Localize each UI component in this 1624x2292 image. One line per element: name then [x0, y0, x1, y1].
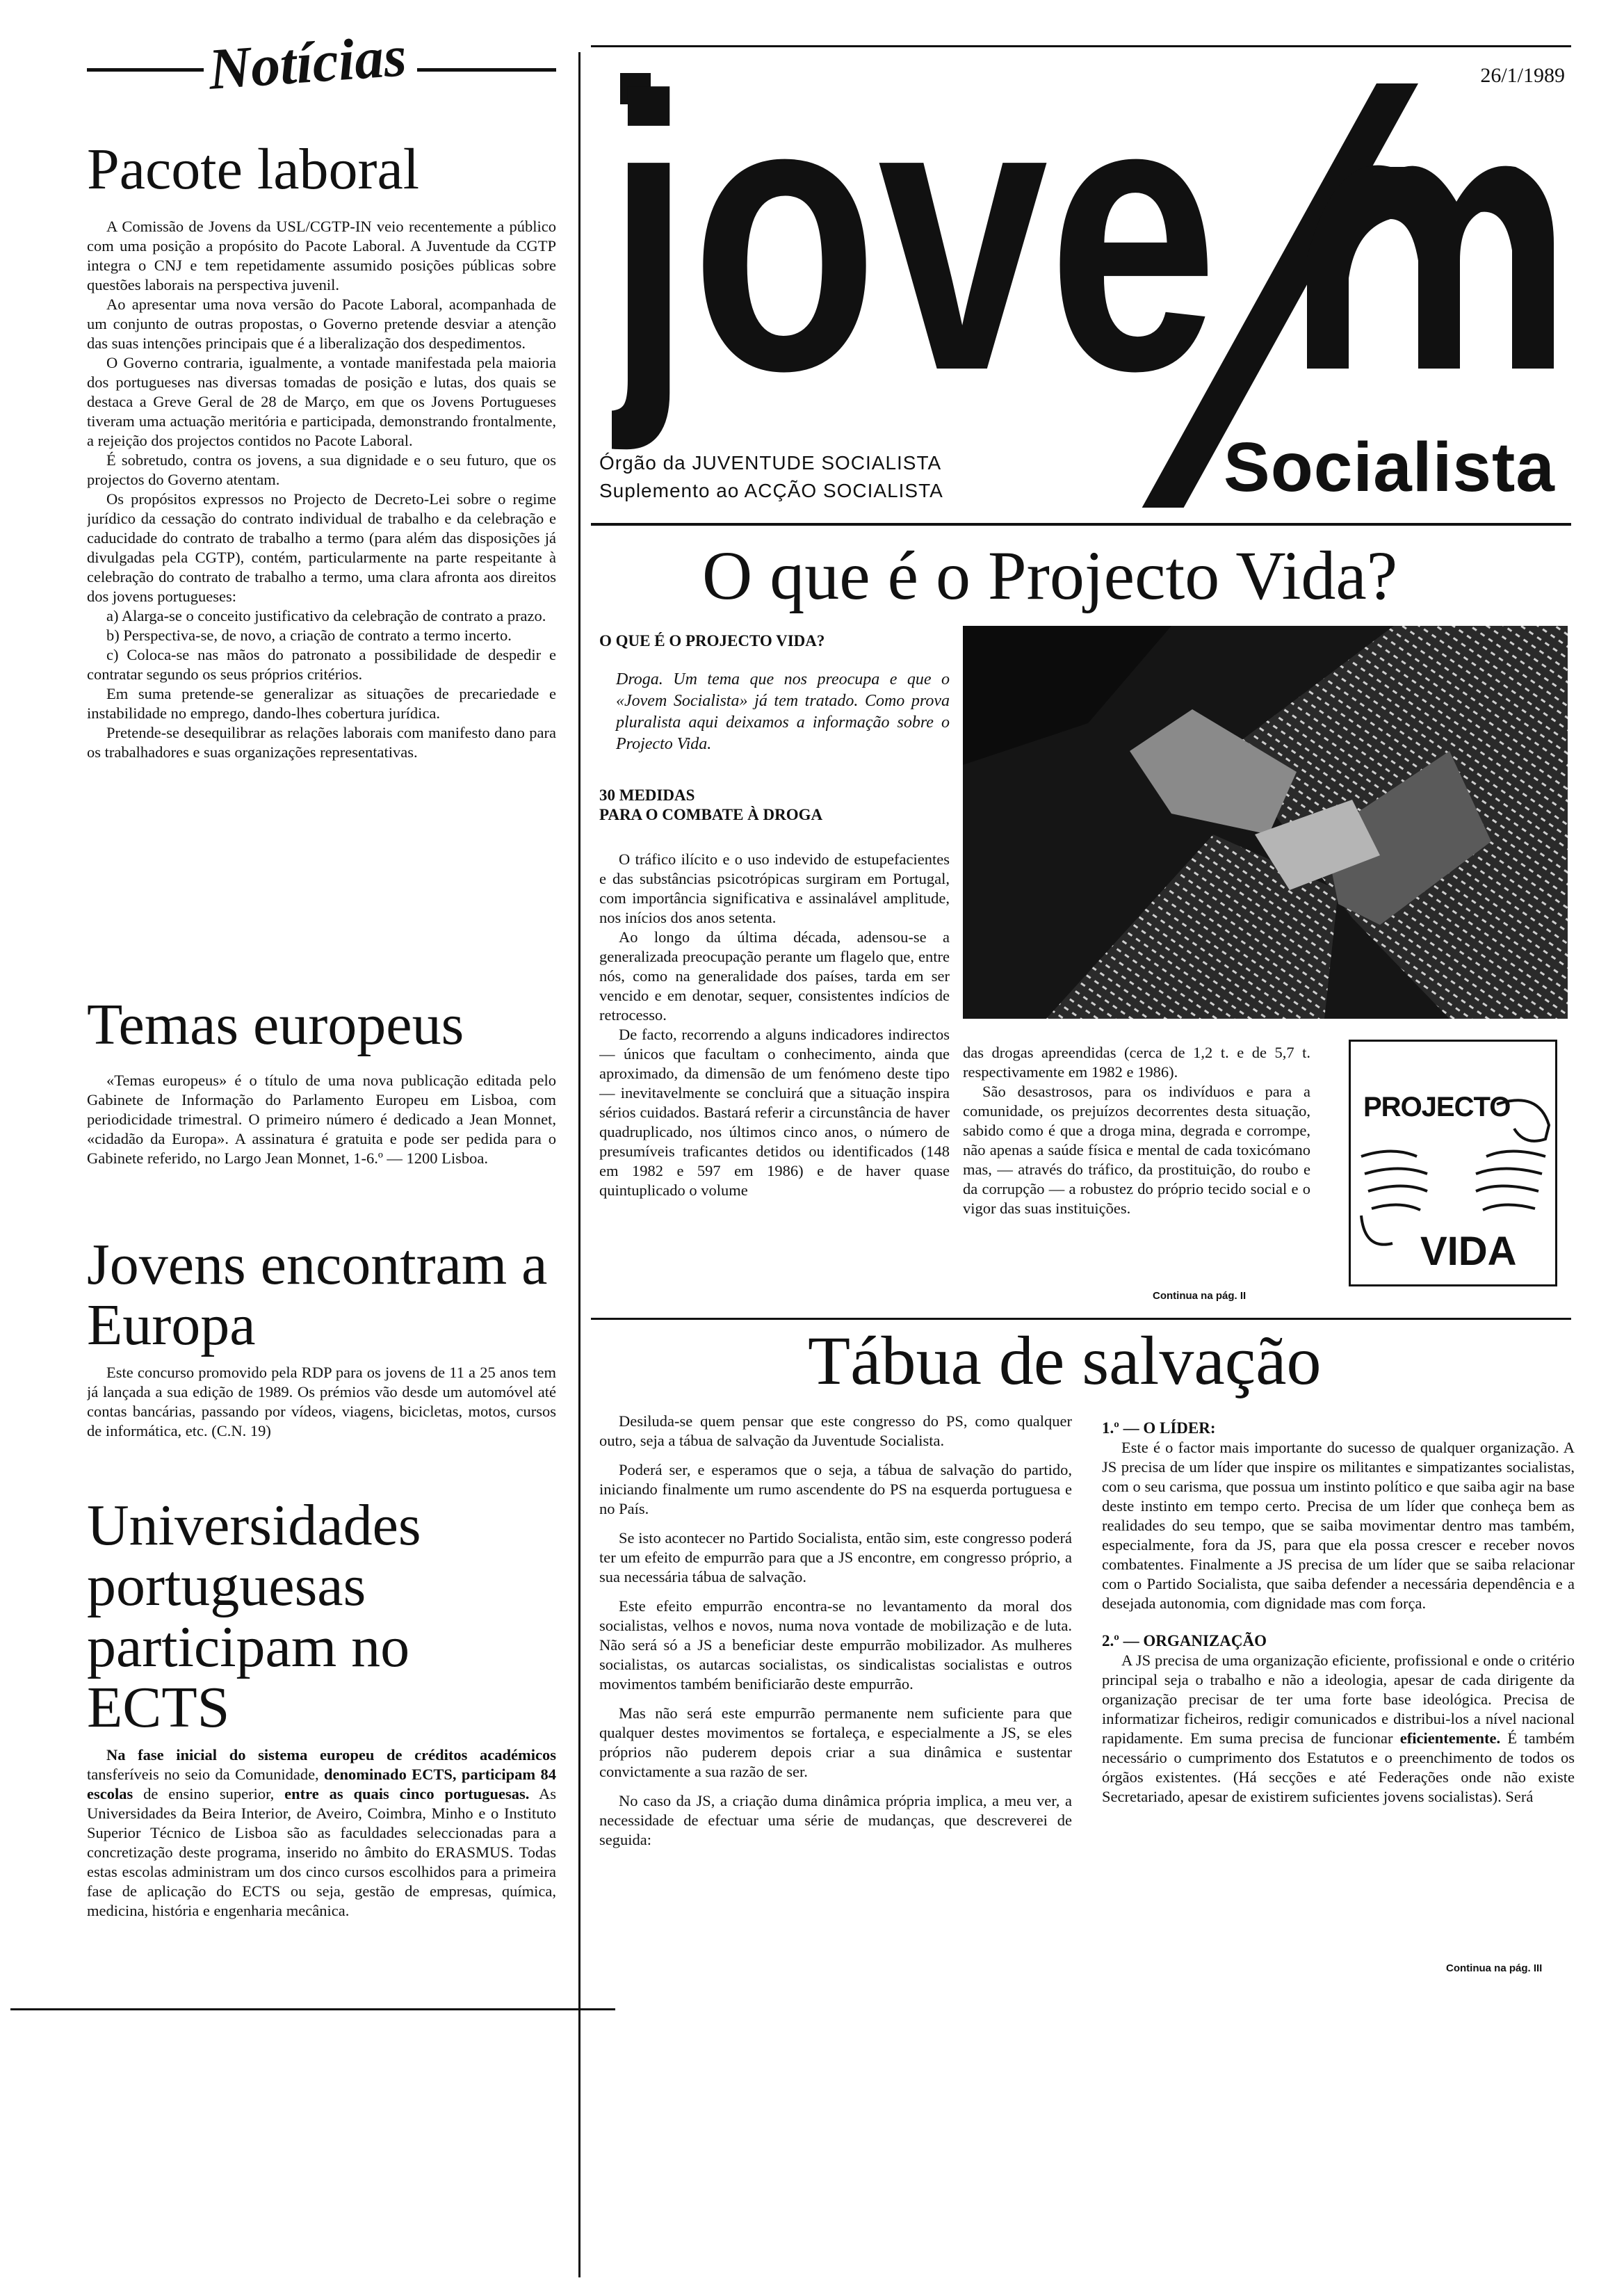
paragraph: das drogas apreendidas (cerca de 1,2 t. e de 5,7 t. respectivamente em 1982 e 1986).	[963, 1044, 1310, 1081]
logo-bottom-text: VIDA	[1420, 1229, 1517, 1274]
masthead-socialista: Socialista	[1224, 428, 1555, 506]
vida-kicker: O QUE É O PROJECTO VIDA?	[599, 632, 825, 649]
paragraph: É sobretudo, contra os jovens, a sua dignidade e o seu futuro, que os projectos do Governo atentam.	[87, 451, 556, 488]
vida-intro: Droga. Um tema que nos preocupa e que o «Jovem Socialista» já tem tratado. Como prova pluralista aqui deixamos a informação sobre o Projecto Vida.	[616, 670, 950, 753]
paragraph: Mas não será este empurrão permanente nem suficiente para que qualquer destes movimentos se fortaleça, e especialmente a JS, se eles próprios não puderem depois criar a sua dinâmica e sustentar convictamente a sua razão de ser.	[599, 1704, 1072, 1780]
pacote-title: Pacote laboral	[87, 137, 420, 202]
jovens-title: Jovens encontram a Europa	[87, 1232, 548, 1358]
vida-continue: Continua na pág. II	[1153, 1290, 1247, 1302]
paragraph: Na fase inicial do sistema europeu de créditos académicos tansferíveis no seio da Comunidade, denominado ECTS, participam 84 escolas de ensino superior, entre as quais cinco portuguesas. As Universidades da Beira Interior, de Aveiro, Coimbra, Minho e o Instituto Superior Técnico de Lisboa são as faculdades seleccionadas para a concretização deste programa, inserido no âmbito do ERASMUS. Todas estas escolas administram um dos cinco cursos escolhidos para a primeira fase de aplicação do ECTS ou seja, gestão de empresas, química, medicina, história e engenharia mecânica.	[87, 1746, 556, 1919]
paragraph: No caso da JS, a criação duma dinâmica própria implica, a meu ver, a necessidade de efectuar uma série de mudanças, que descreverei de seguida:	[599, 1792, 1072, 1848]
logo-top-text: PROJECTO	[1363, 1092, 1511, 1122]
photo-svg	[963, 626, 1568, 1019]
ects-title: Universidades portuguesas participam no ECTS	[87, 1493, 421, 1741]
paragraph: A Comissão de Jovens da USL/CGTP-IN veio recentemente a público com uma posição a propósito do Pacote Laboral. A Juventude da CGTP integra o CNJ e tem repetidamente assumido posições públicas sobre questões laborais na perspectiva juvenil.	[87, 218, 556, 293]
section-label: Notícias	[206, 24, 409, 102]
paragraph: c) Coloca-se nas mãos do patronato a possibilidade de despedir e contratar segundo os seus próprios critérios.	[87, 646, 556, 683]
vida-title: O que é o Projecto Vida?	[702, 537, 1398, 614]
org-line-2: Suplemento ao ACÇÃO SOCIALISTA	[599, 480, 943, 501]
tabua-continue: Continua na pág. III	[1446, 1962, 1543, 1974]
paragraph: Este concurso promovido pela RDP para os jovens de 11 a 25 anos tem já lançada a sua edição de 1989. Os prémios vão desde um automóvel até contas bancárias, passando por vídeos, viagens, bicicletas, motos, cursos de informática, etc. (C.N. 19)	[87, 1364, 556, 1439]
vida-body	[599, 850, 950, 1323]
paragraph: Ao apresentar uma nova versão do Pacote Laboral, acompanhada de um conjunto de outras propostas, o Governo pretende desviar a atenção das suas intenções principais que é a liberalização dos despedimentos.	[87, 296, 556, 352]
tabua-heading-1: 1.º — O LÍDER:	[1102, 1419, 1216, 1437]
paragraph: Poderá ser, e esperamos que o seja, a tábua de salvação do partido, iniciando finalmente um rumo ascendente do PS na esquerda portuguesa e no País.	[599, 1461, 1072, 1517]
vida-body-right	[963, 1043, 1310, 1280]
temas-title: Temas europeus	[87, 992, 464, 1057]
paragraph: Os propósitos expressos no Projecto de Decreto-Lei sobre o regime jurídico da cessação do contrato individual de trabalho e da celebração e caducidade do contrato de trabalho a termo (para além das disposições já divulgadas pela CGTP), contém, particularmente na parte respeitante à celebração do contrato de trabalho a termo, uma clara afronta aos direitos dos jovens portugueses:	[87, 490, 556, 605]
paragraph: Este é o factor mais importante do sucesso de qualquer organização. A JS precisa de um líder que inspire os militantes e simpatizantes socialistas, com o seu carisma, que possua um instinto político e que saiba agir na base deste instinto em tempo certo. Precisa de um líder que conheça bem as realidades do seu tempo, que se saiba movimentar dentro mas também, especialmente, fora da JS, para que ela possa crescer e receber novos combatentes. Finalmente a JS precisa de um líder que se saiba relacionar com o Partido Socialista, que saiba defender a necessária dependência e a desejada autonomia, com dignidade mas com força.	[1102, 1439, 1575, 1612]
paragraph: O tráfico ilícito e o uso indevido de estupefacientes e das substâncias psicotrópicas surgiram em Portugal, com importância significativa e assinalável amplitude, nos inícios dos anos setenta.	[599, 850, 950, 926]
projecto-vida-logo	[1349, 1040, 1557, 1286]
paragraph: De facto, recorrendo a alguns indicadores indirectos — únicos que facultam o conhecimento, ainda que aproximado, da dimensão de um fenómeno deste tipo — inevitavelmente se concluirá que a situação inspira sérios cuidados. Bastará referir a circunstância de haver quadruplicado, nos últimos cinco anos, o número de presumíveis traficantes detidos ou identificados (148 em 1982 e 597 em 1986) e de haver quase quintuplicado o volume	[599, 1026, 950, 1199]
sub-line: PARA O COMBATE À DROGA	[599, 806, 823, 823]
pacote-body	[87, 217, 556, 968]
jovens-body	[87, 1363, 556, 1460]
paragraph: Este efeito empurrão encontra-se no levantamento da moral dos socialistas, velhos e novos, numa nova vontade de mobilização e de luta. Não será só a JS a beneficiar deste empurrão mobilizador. As mulheres socialistas, os autarcas socialistas, os sindicalistas socialistas e outros movimentos também benificiarão deste empurrão.	[599, 1597, 1072, 1693]
paragraph: São desastrosos, para os indivíduos e para a comunidade, os prejuízos decorrentes desta situação, sabido como é que a droga mina, degrada e corrompe, não apenas a saúde física e mental de cada toxicómano mas, — através do tráfico, da prostituição, do roubo e da corrupção — a robustez do próprio tecido social e o vigor das suas instituições.	[963, 1083, 1310, 1217]
paragraph: Desiluda-se quem pensar que este congresso do PS, como qualquer outro, seja a tábua de salvação da Juventude Socialista.	[599, 1412, 1072, 1449]
paragraph: a) Alarga-se o conceito justificativo da celebração de contrato a prazo.	[106, 607, 546, 624]
paragraph: b) Perspectiva-se, de novo, a criação de contrato a termo incerto.	[106, 627, 512, 644]
tabua-title: Tábua de salvação	[808, 1322, 1322, 1399]
paragraph: O Governo contraria, igualmente, a vontade manifestada pela maioria dos portugueses nas diversas tomadas de posição e lutas, dos quais se destaca a Greve Geral de 28 de Março, em que os Jovens Portugueses tiveram uma actuação meritória e participada, demonstrando frontalmente, a rejeição dos projectos contidos no Pacote Laboral.	[87, 354, 556, 449]
paragraph: Ao longo da última década, adensou-se a generalizada preocupação perante um flagelo que, entre nós, como na generalidade dos países, tarda em ser vencido e em denotar, sequer, consistentes indícios de retrocesso.	[599, 928, 950, 1024]
tabua-col1	[599, 1412, 1072, 2017]
paragraph: «Temas europeus» é o título de uma nova publicação editada pelo Gabinete de Informação do Parlamento Europeu em Lisboa, com periodicidade trimestral. O primeiro número é dedicado a Jean Monnet, «cidadão da Europa». A assinatura é gratuita e pode ser pedida para o Gabinete referido, no Largo Jean Monnet, 1-6.º — 1200 Lisboa.	[87, 1072, 556, 1167]
paragraph: Se isto acontecer no Partido Socialista, então sim, este congresso poderá ter um efeito de empurrão para que a JS encontre, em congresso próprio, a sua necessária tábua de salvação.	[599, 1529, 1072, 1585]
tabua-heading-2: 2.º — ORGANIZAÇÃO	[1102, 1632, 1267, 1649]
svg-text:jove: jove	[612, 63, 1386, 451]
sub-line: 30 MEDIDAS	[599, 786, 695, 804]
tabua-col2	[1102, 1419, 1575, 2024]
org-line-1: Órgão da JUVENTUDE SOCIALISTA	[599, 452, 942, 474]
ects-body	[87, 1745, 556, 1975]
drug-photo	[963, 626, 1568, 1019]
vida-sub	[599, 786, 822, 825]
paragraph: A JS precisa de uma organização eficiente, profissional e onde o critério principal seja o trabalho e não a ideologia, apesar de cada dirigente da organização precisar de ter uma forte base ideológica. Precisa de informatizar ficheiros, redigir comunicados e distribui-los a nível nacional rapidamente. Em suma precisa de funcionar eficientemente. É também necessário o cumprimento dos Estatutos e o preenchimento de todos os órgãos existentes. (Há secções e até Federações onde não existe Secretariado, apesar de existirem suficientes jovens socialistas). Será	[1102, 1652, 1575, 1805]
paragraph: Em suma pretende-se generalizar as situações de precariedade e instabilidade no emprego, dando-lhes cobertura jurídica.	[87, 685, 556, 722]
paragraph: Pretende-se desequilibrar as relações laborais com manifesto dano para os trabalhadores e suas organizações representativas.	[87, 724, 556, 761]
issue-date: 26/1/1989	[1480, 64, 1565, 87]
temas-body	[87, 1071, 556, 1224]
